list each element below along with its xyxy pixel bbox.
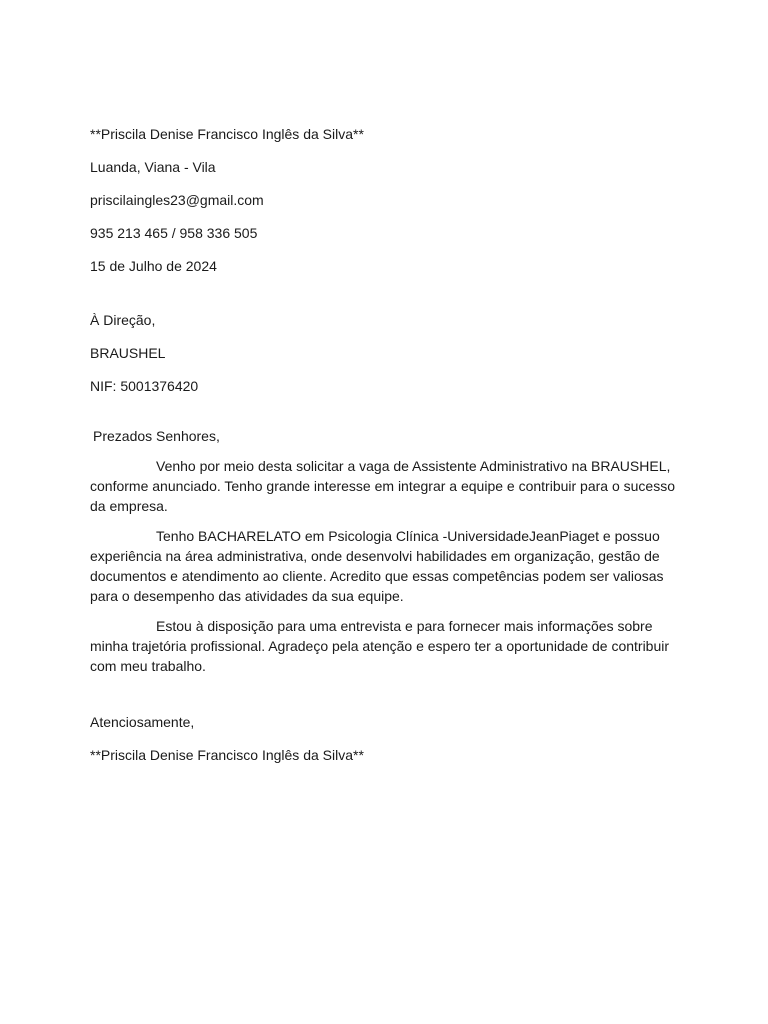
recipient-nif: NIF: 5001376420 bbox=[90, 378, 199, 394]
letter-greeting: Prezados Senhores, bbox=[93, 428, 220, 444]
recipient-info bbox=[90, 310, 680, 396]
sender-email: priscilaingles23@gmail.com bbox=[90, 192, 264, 208]
letter-paragraph: Tenho BACHARELATO em Psicologia Clínica -UniversidadeJeanPiaget e possuo experiência na área administrativa, onde desenvolvi habilidades em organização, gestão de documentos e atendimento ao cliente. Acredito que essas competências podem ser valiosas para o desempenho das atividades da sua equipe. bbox=[90, 528, 664, 604]
sender-phone: 935 213 465 / 958 336 505 bbox=[90, 225, 258, 241]
recipient-salutation: À Direção, bbox=[90, 312, 156, 328]
sender-address: Luanda, Viana - Vila bbox=[90, 159, 216, 175]
sender-name: **Priscila Denise Francisco Inglês da Silva** bbox=[90, 126, 364, 142]
letter-paragraph: Estou à disposição para uma entrevista e para fornecer mais informações sobre minha trajetória profissional. Agradeço pela atenção e espero ter a oportunidade de contribuir com meu trabalho. bbox=[90, 618, 670, 674]
recipient-company: BRAUSHEL bbox=[90, 345, 166, 361]
letter-date: 15 de Julho de 2024 bbox=[90, 258, 217, 274]
letter-closing: Atenciosamente, bbox=[90, 714, 195, 730]
letter-paragraph: Venho por meio desta solicitar a vaga de Assistente Administrativo na BRAUSHEL, conforme anunciado. Tenho grande interesse em integrar a equipe e contribuir para o sucesso da empresa. bbox=[90, 458, 675, 514]
letter-body bbox=[90, 124, 680, 765]
sender-info bbox=[90, 124, 680, 276]
letter-signature: **Priscila Denise Francisco Inglês da Silva** bbox=[90, 747, 364, 763]
